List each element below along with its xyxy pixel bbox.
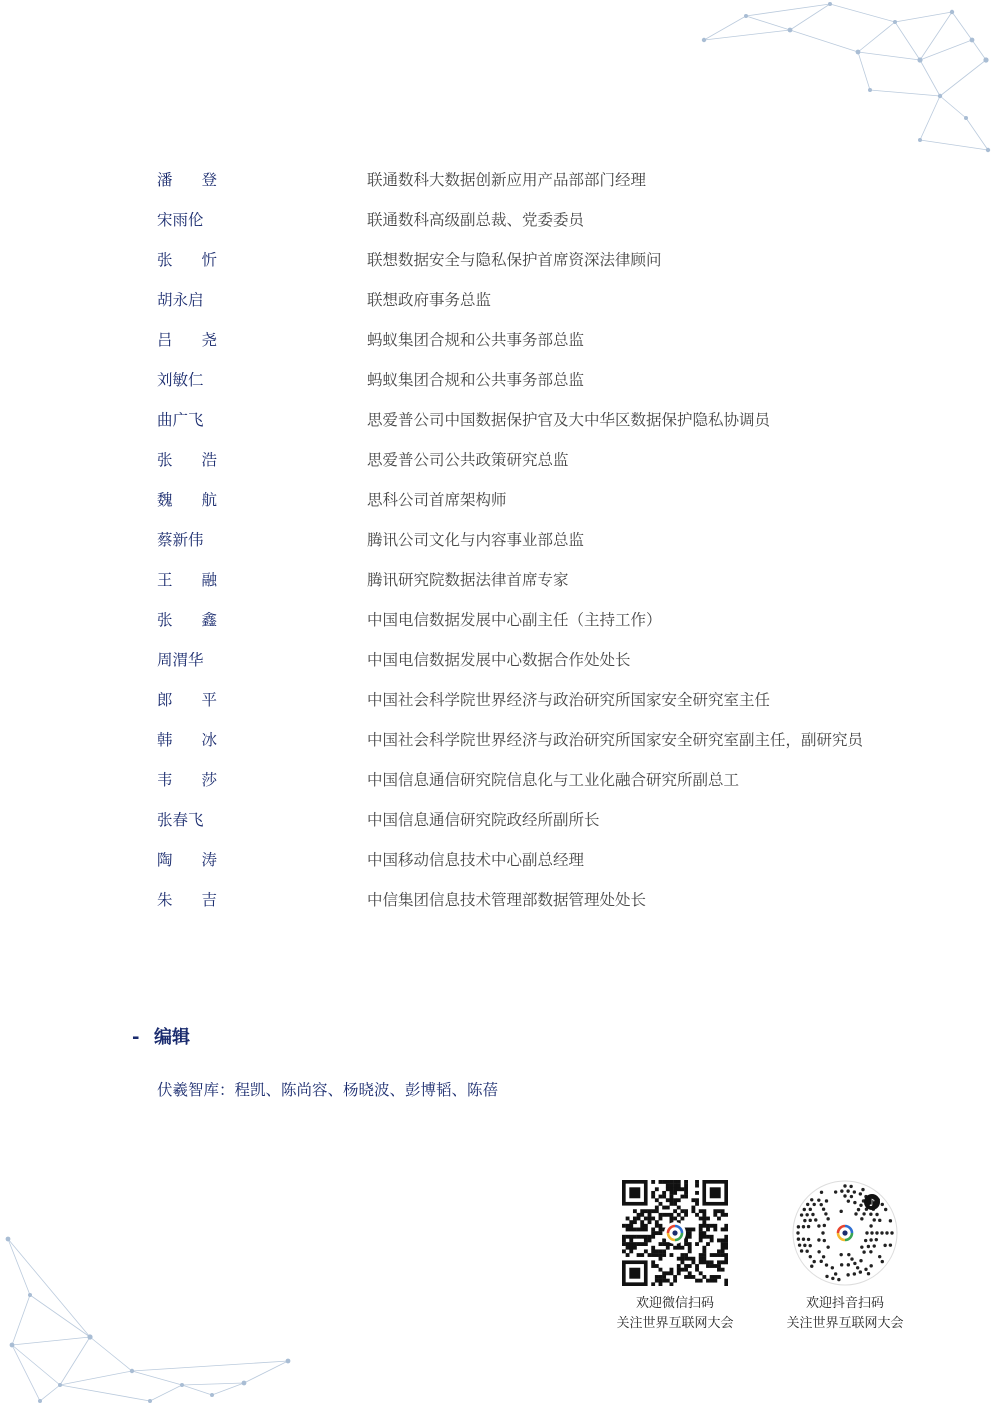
member-title: 中国电信数据发展中心数据合作处处长	[367, 651, 631, 669]
member-name-part: 潘	[157, 171, 173, 189]
member-name-part: 航	[201, 491, 217, 509]
member-name-part: 王	[157, 571, 173, 589]
member-row	[0, 848, 992, 872]
member-title: 中国电信数据发展中心副主任（主持工作）	[367, 611, 662, 629]
member-name-part: 韩	[157, 731, 173, 749]
member-title: 思科公司首席架构师	[367, 491, 507, 509]
member-name	[157, 488, 217, 512]
member-name	[157, 328, 217, 352]
editor-heading-text: 编辑	[154, 1027, 190, 1048]
qr-code-icon	[622, 1180, 728, 1286]
douyin-caption-1: 欢迎抖音扫码	[805, 1296, 884, 1311]
member-name-part: 曲广飞	[157, 411, 204, 429]
member-name	[157, 168, 217, 192]
member-title: 联想数据安全与隐私保护首席资深法律顾问	[367, 251, 662, 269]
member-name-part: 忻	[201, 251, 217, 269]
member-name-part: 韦	[157, 771, 173, 789]
member-name	[157, 408, 217, 432]
member-title: 腾讯公司文化与内容事业部总监	[367, 531, 585, 549]
member-row	[0, 688, 992, 712]
member-row	[0, 408, 992, 432]
member-row	[0, 768, 992, 792]
member-row	[0, 808, 992, 832]
douyin-mini-code-icon	[792, 1180, 898, 1286]
member-name	[157, 768, 217, 792]
member-title: 中国信息通信研究院信息化与工业化融合研究所副总工	[367, 771, 740, 789]
member-title: 中国社会科学院世界经济与政治研究所国家安全研究室副主任，副研究员	[367, 731, 864, 749]
member-name-part: 尧	[201, 331, 217, 349]
member-row	[0, 528, 992, 552]
douyin-qr-block	[770, 1180, 920, 1334]
member-name	[157, 288, 217, 312]
member-name-part: 朱	[157, 891, 173, 909]
member-name-part: 冰	[201, 731, 217, 749]
member-name	[157, 888, 217, 912]
heading-dash: -	[132, 1027, 140, 1048]
member-name-part: 蔡新伟	[157, 531, 204, 549]
member-row	[0, 288, 992, 312]
member-name	[157, 688, 217, 712]
member-name-part: 宋雨伦	[157, 211, 204, 229]
member-name	[157, 248, 217, 272]
member-name	[157, 808, 217, 832]
member-name-part: 周渭华	[157, 651, 204, 669]
member-name-part: 魏	[157, 491, 173, 509]
member-title: 联通数科高级副总裁、党委委员	[367, 211, 585, 229]
member-row	[0, 728, 992, 752]
member-name	[157, 648, 217, 672]
member-row	[0, 568, 992, 592]
member-title: 蚂蚁集团合规和公共事务部总监	[367, 371, 585, 389]
member-title: 中国信息通信研究院政经所副所长	[367, 811, 600, 829]
member-row	[0, 208, 992, 232]
member-name	[157, 848, 217, 872]
member-name	[157, 608, 217, 632]
member-name-part: 吉	[201, 891, 217, 909]
editor-section-heading	[132, 1025, 190, 1051]
wechat-qr-block	[600, 1180, 750, 1334]
member-name-part: 平	[201, 691, 217, 709]
member-row	[0, 328, 992, 352]
member-name-part: 登	[201, 171, 217, 189]
wechat-caption-1: 欢迎微信扫码	[635, 1296, 714, 1311]
member-name-part: 张	[157, 251, 173, 269]
member-title: 联通数科大数据创新应用产品部部门经理	[367, 171, 647, 189]
member-name	[157, 728, 217, 752]
member-name-part: 浩	[201, 451, 217, 469]
member-name-part: 莎	[201, 771, 217, 789]
member-title: 腾讯研究院数据法律首席专家	[367, 571, 569, 589]
member-name-part: 吕	[157, 331, 173, 349]
member-row	[0, 248, 992, 272]
member-title: 中信集团信息技术管理部数据管理处处长	[367, 891, 647, 909]
network-decoration-bottom	[0, 1225, 300, 1403]
member-title: 中国移动信息技术中心副总经理	[367, 851, 585, 869]
member-row	[0, 888, 992, 912]
member-name	[157, 368, 217, 392]
member-name	[157, 568, 217, 592]
member-row	[0, 608, 992, 632]
member-name-part: 融	[201, 571, 217, 589]
wechat-caption-2: 关注世界互联网大会	[616, 1316, 734, 1331]
member-row	[0, 488, 992, 512]
member-title: 中国社会科学院世界经济与政治研究所国家安全研究室主任	[367, 691, 771, 709]
member-name-part: 张	[157, 451, 173, 469]
member-row	[0, 648, 992, 672]
network-decoration-top	[690, 0, 992, 170]
member-row	[0, 368, 992, 392]
editor-credits: 伏羲智库：程凯、陈尚容、杨晓波、彭博韬、陈蓓	[157, 1081, 499, 1099]
member-title: 思爱普公司公共政策研究总监	[367, 451, 569, 469]
member-name-part: 郎	[157, 691, 173, 709]
member-title: 思爱普公司中国数据保护官及大中华区数据保护隐私协调员	[367, 411, 771, 429]
member-name-part: 鑫	[201, 611, 217, 629]
member-row	[0, 168, 992, 192]
member-name-part: 刘敏仁	[157, 371, 204, 389]
member-name	[157, 208, 217, 232]
member-title: 蚂蚁集团合规和公共事务部总监	[367, 331, 585, 349]
member-name-part: 张	[157, 611, 173, 629]
member-name	[157, 528, 217, 552]
douyin-caption-2: 关注世界互联网大会	[786, 1316, 904, 1331]
member-name-part: 陶	[157, 851, 173, 869]
member-name-part: 张春飞	[157, 811, 204, 829]
member-title: 联想政府事务总监	[367, 291, 492, 309]
svg-text:♪: ♪	[868, 1198, 876, 1209]
member-name-part: 胡永启	[157, 291, 204, 309]
member-row	[0, 448, 992, 472]
member-name-part: 涛	[201, 851, 217, 869]
member-name	[157, 448, 217, 472]
